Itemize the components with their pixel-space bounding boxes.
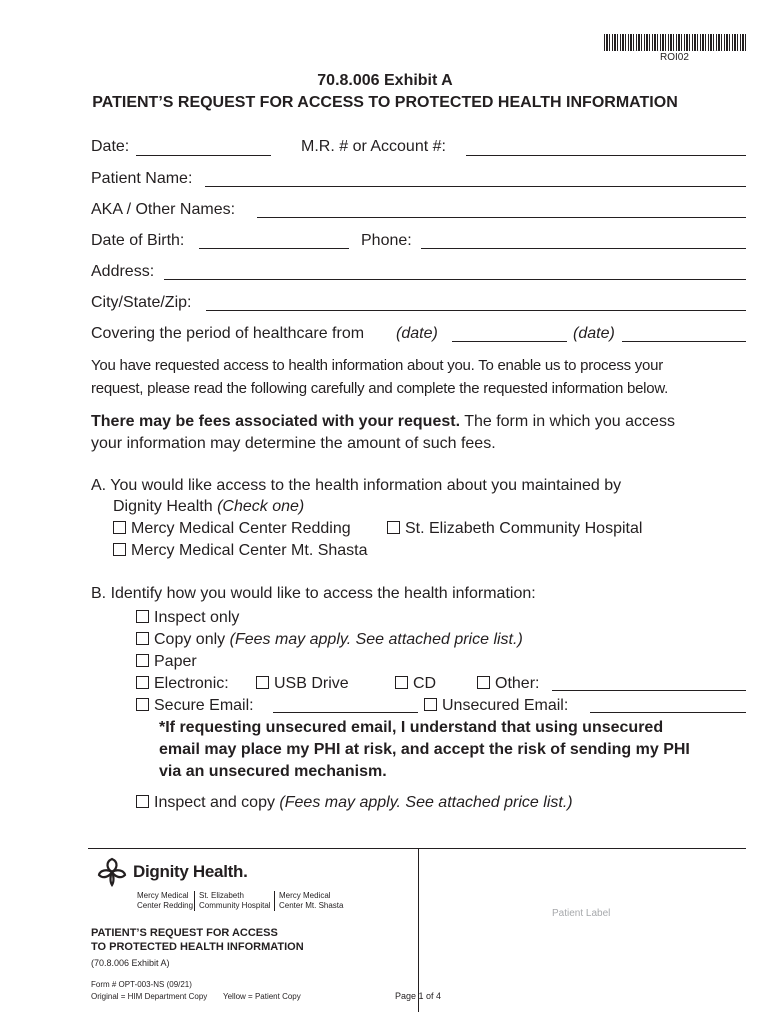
option-cd[interactable]: [395, 675, 436, 693]
hospital-2: [199, 891, 271, 911]
option-mercy-shasta[interactable]: [113, 542, 368, 560]
form-exhibit: (70.8.006 Exhibit A): [91, 958, 170, 968]
option-electronic[interactable]: [136, 675, 229, 693]
checkbox[interactable]: [113, 543, 126, 556]
hospital-line: Mercy Medical: [279, 891, 331, 900]
hospital-line: Mercy Medical: [137, 891, 189, 900]
other-field[interactable]: [552, 690, 746, 691]
yellow-copy-note: Yellow = Patient Copy: [223, 992, 301, 1001]
dob-field[interactable]: [199, 248, 349, 249]
option-label: Mercy Medical Center Mt. Shasta: [131, 542, 368, 559]
fees-notice: [91, 413, 675, 431]
aka-field[interactable]: [257, 217, 746, 218]
option-label: USB Drive: [274, 675, 349, 692]
dignity-health-star-icon: [95, 857, 129, 887]
option-secure-email[interactable]: [136, 697, 254, 715]
barcode-label: ROI02: [660, 52, 689, 63]
fees-bold: There may be fees associated with your request.: [91, 413, 461, 430]
intro-line-2: request, please read the following carefully and complete the requested information below.: [91, 380, 669, 397]
checkbox[interactable]: [113, 521, 126, 534]
hospital-line: Center Redding: [137, 901, 194, 910]
section-a-line-2: [113, 498, 304, 516]
from-date-hint: (date): [396, 325, 438, 342]
city-label: City/State/Zip:: [91, 294, 192, 311]
checkbox[interactable]: [136, 654, 149, 667]
patient-name-label: Patient Name:: [91, 170, 193, 187]
option-inspect-copy[interactable]: [136, 794, 573, 812]
option-label: CD: [413, 675, 437, 692]
hospital-1: [137, 891, 193, 911]
phone-label: Phone:: [361, 232, 412, 249]
warning-line-2: email may place my PHI at risk, and accept the risk of sending my PHI: [159, 741, 690, 758]
copy-note: (Fees may apply. See attached price list.): [229, 631, 523, 648]
checkbox[interactable]: [395, 676, 408, 689]
hospital-3: [279, 891, 343, 911]
intro-line-1: You have requested access to health information about you. To enable us to process your: [91, 357, 663, 374]
option-label: Other:: [495, 675, 540, 692]
fees-rest: The form in which you access: [460, 413, 675, 430]
hospital-line: Community Hospital: [199, 901, 271, 910]
dob-label: Date of Birth:: [91, 232, 185, 249]
option-copy-only[interactable]: [136, 631, 523, 649]
checkbox[interactable]: [136, 676, 149, 689]
checkbox[interactable]: [136, 698, 149, 711]
checkbox[interactable]: [424, 698, 437, 711]
hospital-line: St. Elizabeth: [199, 891, 244, 900]
form-number: Form # OPT-003-NS (09/21): [91, 980, 192, 989]
hospital-divider-1: [194, 891, 195, 911]
option-label: Unsecured Email:: [442, 697, 569, 714]
exhibit-number: 70.8.006 Exhibit A: [317, 72, 453, 89]
check-one-hint: (Check one): [217, 498, 305, 515]
option-label: Inspect and copy: [154, 794, 275, 811]
form-title-2: TO PROTECTED HEALTH INFORMATION: [91, 941, 304, 953]
footer-divider: [418, 849, 419, 1012]
option-unsecured-email[interactable]: [424, 697, 568, 715]
section-a-line-1: A. You would like access to the health information about you maintained by: [91, 477, 622, 494]
option-label: Inspect only: [154, 609, 240, 626]
mr-label: M.R. # or Account #:: [301, 138, 446, 155]
footer-rule: [88, 848, 746, 849]
option-label: Mercy Medical Center Redding: [131, 520, 351, 537]
option-label: Secure Email:: [154, 697, 254, 714]
to-date-hint: (date): [573, 325, 615, 342]
patient-label-area[interactable]: Patient Label: [552, 908, 611, 919]
checkbox[interactable]: [136, 632, 149, 645]
date-label: Date:: [91, 138, 130, 155]
section-b-heading: B. Identify how you would like to access the health information:: [91, 585, 536, 602]
option-label: Paper: [154, 653, 197, 670]
checkbox[interactable]: [136, 610, 149, 623]
aka-label: AKA / Other Names:: [91, 201, 236, 218]
warning-line-3: via an unsecured mechanism.: [159, 763, 387, 780]
hospital-divider-2: [274, 891, 275, 911]
date-field[interactable]: [136, 155, 271, 156]
dignity-health-logo: [95, 857, 355, 887]
option-usb[interactable]: [256, 675, 349, 693]
option-paper[interactable]: [136, 653, 197, 671]
option-st-elizabeth[interactable]: [387, 520, 642, 538]
city-field[interactable]: [206, 310, 746, 311]
fees-line-2: your information may determine the amount of such fees.: [91, 435, 496, 452]
inspect-copy-note: (Fees may apply. See attached price list.): [279, 794, 573, 811]
original-copy-note: Original = HIM Department Copy: [91, 992, 208, 1001]
option-mercy-redding[interactable]: [113, 520, 351, 538]
unsecured-email-field[interactable]: [590, 712, 746, 713]
barcode: [604, 34, 746, 51]
address-field[interactable]: [164, 279, 746, 280]
checkbox[interactable]: [477, 676, 490, 689]
mr-field[interactable]: [466, 155, 746, 156]
page-number: Page 1 of 4: [395, 991, 442, 1001]
option-other[interactable]: [477, 675, 539, 693]
form-title-1: PATIENT’S REQUEST FOR ACCESS: [91, 927, 278, 939]
to-date-field[interactable]: [622, 341, 746, 342]
checkbox[interactable]: [387, 521, 400, 534]
checkbox[interactable]: [136, 795, 149, 808]
option-label: Copy only: [154, 631, 226, 648]
period-label: Covering the period of healthcare from: [91, 325, 365, 342]
option-label: St. Elizabeth Community Hospital: [405, 520, 643, 537]
dignity-health-text: Dignity Health: [113, 498, 213, 515]
phone-field[interactable]: [421, 248, 746, 249]
warning-line-1: *If requesting unsecured email, I understand that using unsecured: [159, 719, 664, 736]
patient-name-field[interactable]: [205, 186, 746, 187]
secure-email-field[interactable]: [273, 712, 418, 713]
page-title: PATIENT’S REQUEST FOR ACCESS TO PROTECTED HEALTH INFORMATION: [92, 94, 678, 111]
option-label: Electronic:: [154, 675, 229, 692]
option-inspect-only[interactable]: [136, 609, 239, 627]
address-label: Address:: [91, 263, 155, 280]
from-date-field[interactable]: [452, 341, 567, 342]
logo-text: Dignity Health.: [133, 862, 248, 881]
checkbox[interactable]: [256, 676, 269, 689]
hospital-line: Center Mt. Shasta: [279, 901, 344, 910]
